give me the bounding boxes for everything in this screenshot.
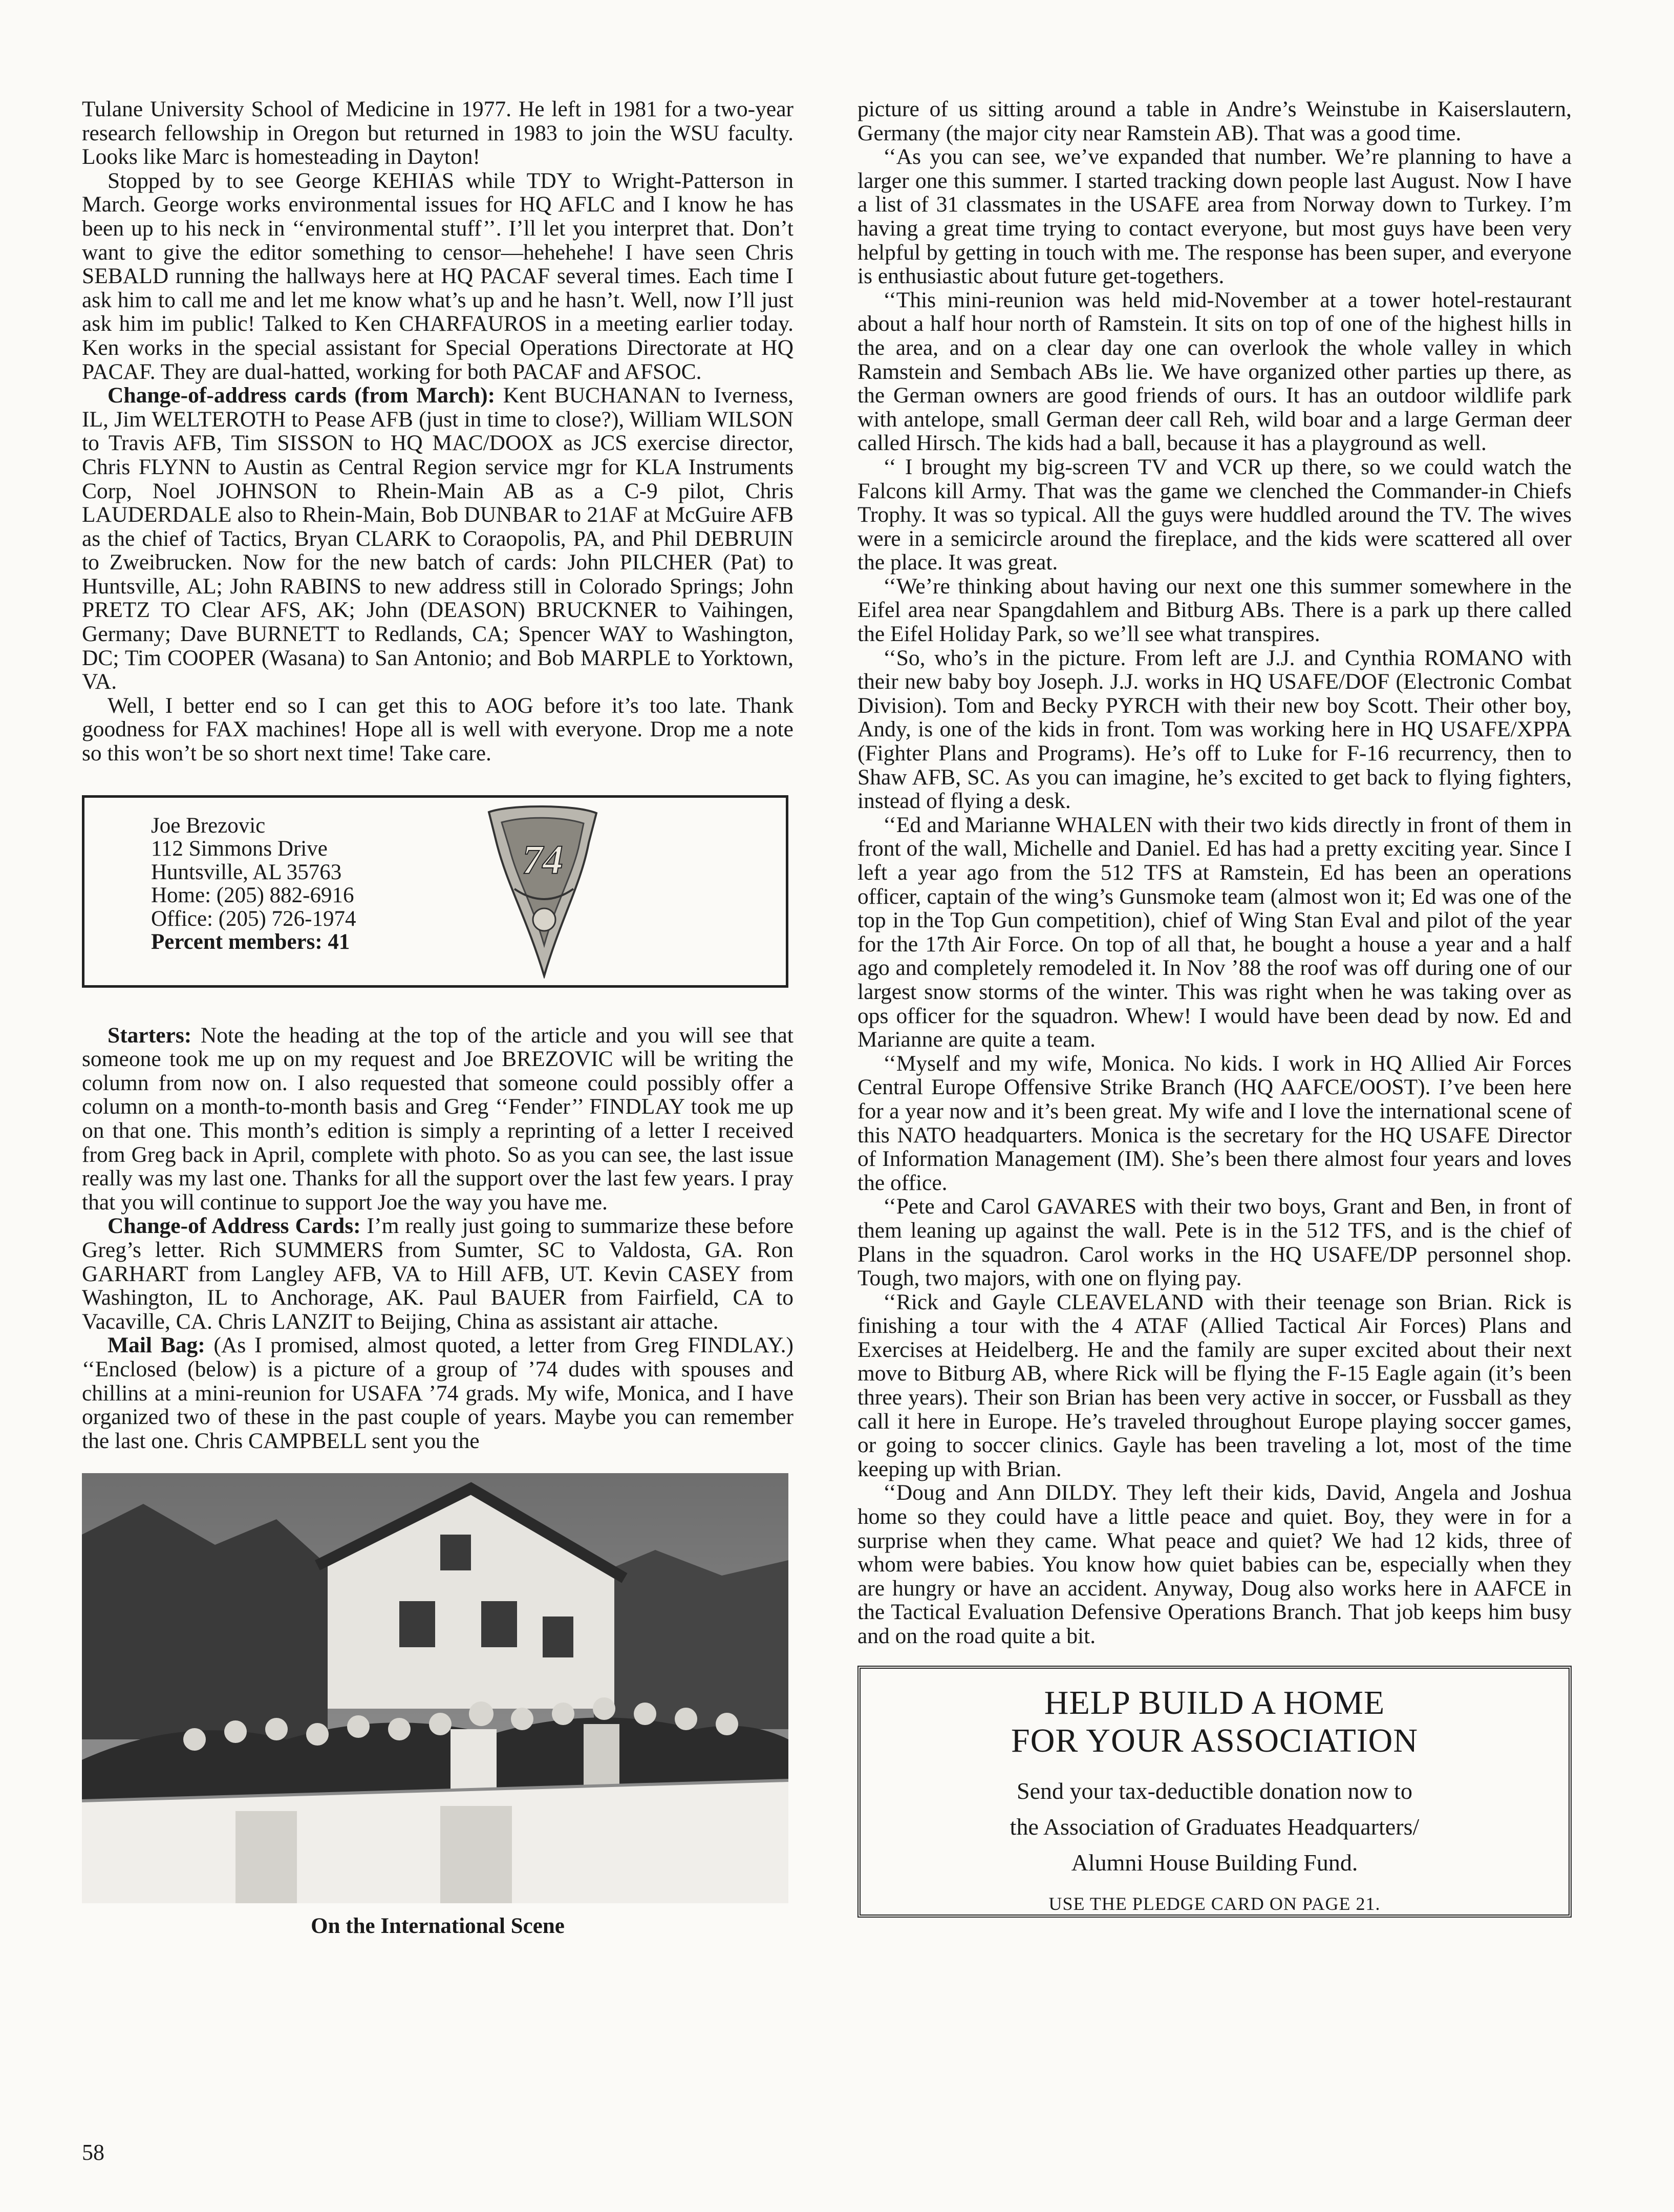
paragraph: ‘‘Rick and Gayle CLEAVELAND with their teenage son Brian. Rick is finishing a tour with the 4 ATAF (Allied Tactical Air Forces) Plans and Exercises at Heidelberg. He and the family are super excited about their next move to Bitburg AB, where Rick will be flying the F-15 Eagle again (it’s been three years). Their son Brian has been very active in soccer, or Fussball as they call it here in Europe. He’s traveled throughout Europe playing soccer games, or going to soccer clinics. Gayle has been traveling a lot, most of the time keeping up with Brian. xyxy=(857,1289,1572,1481)
class-crest-icon xyxy=(479,802,607,979)
run-in-heading: Mail Bag: xyxy=(108,1333,205,1358)
paragraph-text: Note the heading at the top of the article and you will see that someone took me up on my request and Joe BREZOVIC will be writing the column from now on. I also requested that someone could possibly offer a column on a month-to-month basis and Greg ‘‘Fender’’ FINDLAY took me up on that one. This month’s edition is simply a reprinting of a letter I received from Greg back in April, complete with photo. So as you can see, the last issue really was my last one. Thanks for all the support over the last few years. I pray that you will continue to support Joe the way you have me. xyxy=(82,1023,793,1215)
run-in-heading: Change-of-address cards (from March): xyxy=(108,383,496,408)
contact-city: Huntsville, AL 35763 xyxy=(151,860,342,884)
paragraph: ‘‘Ed and Marianne WHALEN with their two kids directly in front of them in front of the wall, Michelle and Daniel. Ed has had a pretty exciting year. Since I left a year ago from the 512 TFS at Ramstein, Ed has been an operations officer, captain of the wing’s Gunsmoke team (almost won it; Ed was one of the top in the Top Gun competition), chief of Wing Stan Eval and pilot of the year for the 17th Air Force. On top of all that, he bought a house a year and a half ago and completely remodeled it. In Nov ’88 the roof was off during one of our largest snow storms of the winter. This was right when he was taking over as ops officer for the squadron. Whew! I would have been dead by now. Ed and Marianne are quite a team. xyxy=(857,812,1572,1052)
paragraph: Stopped by to see George KEHIAS while TDY to Wright-Patterson in March. George works environmental issues for HQ AFLC and I know he has been up to his neck in ‘‘environmental stuff’’. I’ll let you interpret that. Don’t want to give the editor something to censor—hehehehe! I have seen Chris SEBALD running the hallways here at HQ PACAF several times. Each time I ask him to call me and let me know what’s up and he hasn’t. Well, now I’ll just ask him im public! Talked to Ken CHARFAUROS in a meeting earlier today. Ken works in the special assistant for Special Operations Directorate at HQ PACAF. They are dual-hatted, working for both PACAF and AFSOC. xyxy=(82,168,793,384)
contact-office-phone: Office: (205) 726-1974 xyxy=(151,906,356,931)
paragraph-starters xyxy=(82,1024,793,1215)
contact-street: 112 Simmons Drive xyxy=(151,837,328,861)
contact-home-phone: Home: (205) 882-6916 xyxy=(151,883,354,908)
photo-caption: On the International Scene xyxy=(311,1914,565,1939)
paragraph-change-march xyxy=(82,384,793,694)
ad-body-line-1: Send your tax-deductible donation now to xyxy=(1017,1777,1412,1804)
paragraph: ‘‘ I brought my big-screen TV and VCR up there, so we could watch the Falcons kill Army. That was the game we clenched the Commander-in Chiefs Trophy. It was so typical. All the guys were huddled around the TV. The wives were in a semicircle around the fireplace, and the kids were scattered all over the place. It was great. xyxy=(857,454,1572,575)
reunion-photo-illustration xyxy=(82,1473,788,1903)
paragraph: ‘‘So, who’s in the picture. From left are J.J. and Cynthia ROMANO with their new baby boy Joseph. J.J. works in HQ USAFE/DOF (Electronic Combat Division). Tom and Becky PYRCH with their new boy Scott. Their other boy, Andy, is one of the kids in front. Tom was working here in HQ USAFE/XPPA (Fighter Plans and Programs). He’s off to Luke for F-16 recurrency, then to Shaw AFB, SC. As you can imagine, he’s excited to get back to flying fighters, instead of flying a desk. xyxy=(857,645,1572,814)
paragraph: ‘‘As you can see, we’ve expanded that number. We’re planning to have a larger one this summer. I started tracking down people last August. Now I have a list of 31 classmates in the USAFE area from Norway down to Turkey. I’m having a great time trying to contact everyone, but most guys have been very helpful by getting in touch with me. The response has been super, and everyone is enthusiastic about future get-togethers. xyxy=(857,144,1572,289)
percent-members: Percent members: 41 xyxy=(151,930,350,954)
paragraph-text: I’m really just going to summarize these before Greg’s letter. Rich SUMMERS from Sumter, SC to Valdosta, GA. Ron GARHART from Langley AFB, VA to Hill AFB, UT. Kevin CASEY from Washington, IL to Anchorage, AK. Paul BAUER from Fairfield, CA to Vacaville, CA. Chris LANZIT to Beijing, China as assistant air attache. xyxy=(82,1214,793,1334)
paragraph-mail-bag xyxy=(82,1333,793,1453)
paragraph: ‘‘This mini-reunion was held mid-November at a tower hotel-restaurant about a half hour north of Ramstein. It sits on top of one of the highest hills in the area, and on a clear day one can overlook the whole valley in which Ramstein and Sembach ABs lie. We have organized other parties up there, as the German owners are good friends of ours. It has an outdoor wildlife park with antelope, small German deer call Reh, wild boar and a large German deer called Hirsch. The kids had a ball, because it has a playground as well. xyxy=(857,287,1572,456)
right-column xyxy=(857,97,1572,1918)
paragraph-change-cards xyxy=(82,1214,793,1333)
paragraph: ‘‘Doug and Ann DILDY. They left their kids, David, Angela and Joshua home so they could have a little peace and quiet. Boy, they were in for a surprise when they came. What peace and quiet? We had 12 kids, three of whom were babies. You know how quiet babies can be, especially when they are hungry or have an accident. Anyway, Doug also works here in AAFCE in the Tactical Evaluation Defensive Operations Branch. That job keeps him busy and on the road quite a bit. xyxy=(857,1480,1572,1648)
ad-title-line-1: HELP BUILD A HOME xyxy=(1044,1684,1385,1721)
ad-body-line-2: the Association of Graduates Headquarters/ xyxy=(1010,1813,1420,1840)
donation-ad-box xyxy=(857,1666,1572,1918)
ad-title-line-2: FOR YOUR ASSOCIATION xyxy=(1011,1721,1419,1759)
paragraph: ‘‘We’re thinking about having our next one this summer somewhere in the Eifel area near Spangdahlem and Bitburg ABs. There is a park up there called the Eifel Holiday Park, so we’ll see what transpires. xyxy=(857,573,1572,647)
paragraph-closing: Well, I better end so I can get this to AOG before it’s too late. Thank goodness for FAX machines! Hope all is well with everyone. Drop me a note so this won’t be so short next time! Take care. xyxy=(82,693,793,766)
ad-footer: USE THE PLEDGE CARD ON PAGE 21. xyxy=(1048,1893,1381,1914)
page-number: 58 xyxy=(82,2140,104,2165)
reunion-photo xyxy=(82,1473,788,1903)
ad-body-line-3: Alumni House Building Fund. xyxy=(1071,1849,1358,1876)
run-in-heading: Starters: xyxy=(108,1023,192,1048)
run-in-heading: Change-of Address Cards: xyxy=(108,1214,361,1239)
paragraph: picture of us sitting around a table in Andre’s Weinstube in Kaiserslautern, Germany (the major city near Ramstein AB). That was a good time. xyxy=(857,97,1572,145)
paragraph: ‘‘Myself and my wife, Monica. No kids. I work in HQ Allied Air Forces Central Europe Offensive Strike Branch (HQ AAFCE/OOST). I’ve been here for a year now and it’s been great. My wife and I love the international scene of this NATO headquarters. Monica is the secretary for the HQ USAFE Director of Information Management (IM). She’s been there almost four years and loves the office. xyxy=(857,1051,1572,1195)
paragraph-text: (As I promised, almost quoted, a letter from Greg FINDLAY.) ‘‘Enclosed (below) is a picture of a group of ’74 dudes with spouses and chillins at a mini-reunion for USAFA ’74 grads. My wife, Monica, and I have organized two of these in the past couple of years. Maybe you can remember the last one. Chris CAMPBELL sent you the xyxy=(82,1333,793,1453)
paragraph-text: Kent BUCHANAN to Iverness, IL, Jim WELTEROTH to Pease AFB (just in time to close?), William WILSON to Travis AFB, Tim SISSON to HQ MAC/DOOX as JCS exercise director, Chris FLYNN to Austin as Central Region service mgr for KLA Instruments Corp, Noel JOHNSON to Rhein-Main AB as a C-9 pilot, Chris LAUDERDALE also to Rhein-Main, Bob DUNBAR to 21AF at McGuire AFB as the chief of Tactics, Bryan CLARK to Coraopolis, PA, and Phil DEBRUIN to Zweibrucken. Now for the new batch of cards: John PILCHER (Pat) to Huntsville, AL; John RABINS to new address still in Colorado Springs; John PRETZ TO Clear AFS, AK; John (DEASON) BRUCKNER to Vaihingen, Germany; Dave BURNETT to Redlands, CA; Spencer WAY to Washington, DC; Tim COOPER (Wasana) to San Antonio; and Bob MARPLE to Yorktown, VA. xyxy=(82,383,793,694)
paragraph: ‘‘Pete and Carol GAVARES with their two boys, Grant and Ben, in front of them leaning up against the wall. Pete is in the 512 TFS, and is the chief of Plans in the squadron. Carol works in the HQ USAFE/DP personnel shop. Tough, two majors, with one on flying pay. xyxy=(857,1194,1572,1291)
svg-text:74: 74 xyxy=(522,837,563,883)
left-column xyxy=(82,97,793,1939)
contact-name: Joe Brezovic xyxy=(151,813,266,838)
paragraph: Tulane University School of Medicine in 1977. He left in 1981 for a two-year research fellowship in Oregon but returned in 1983 to join the WSU faculty. Looks like Marc is homesteading in Dayton! xyxy=(82,97,793,169)
contact-box xyxy=(82,795,788,988)
